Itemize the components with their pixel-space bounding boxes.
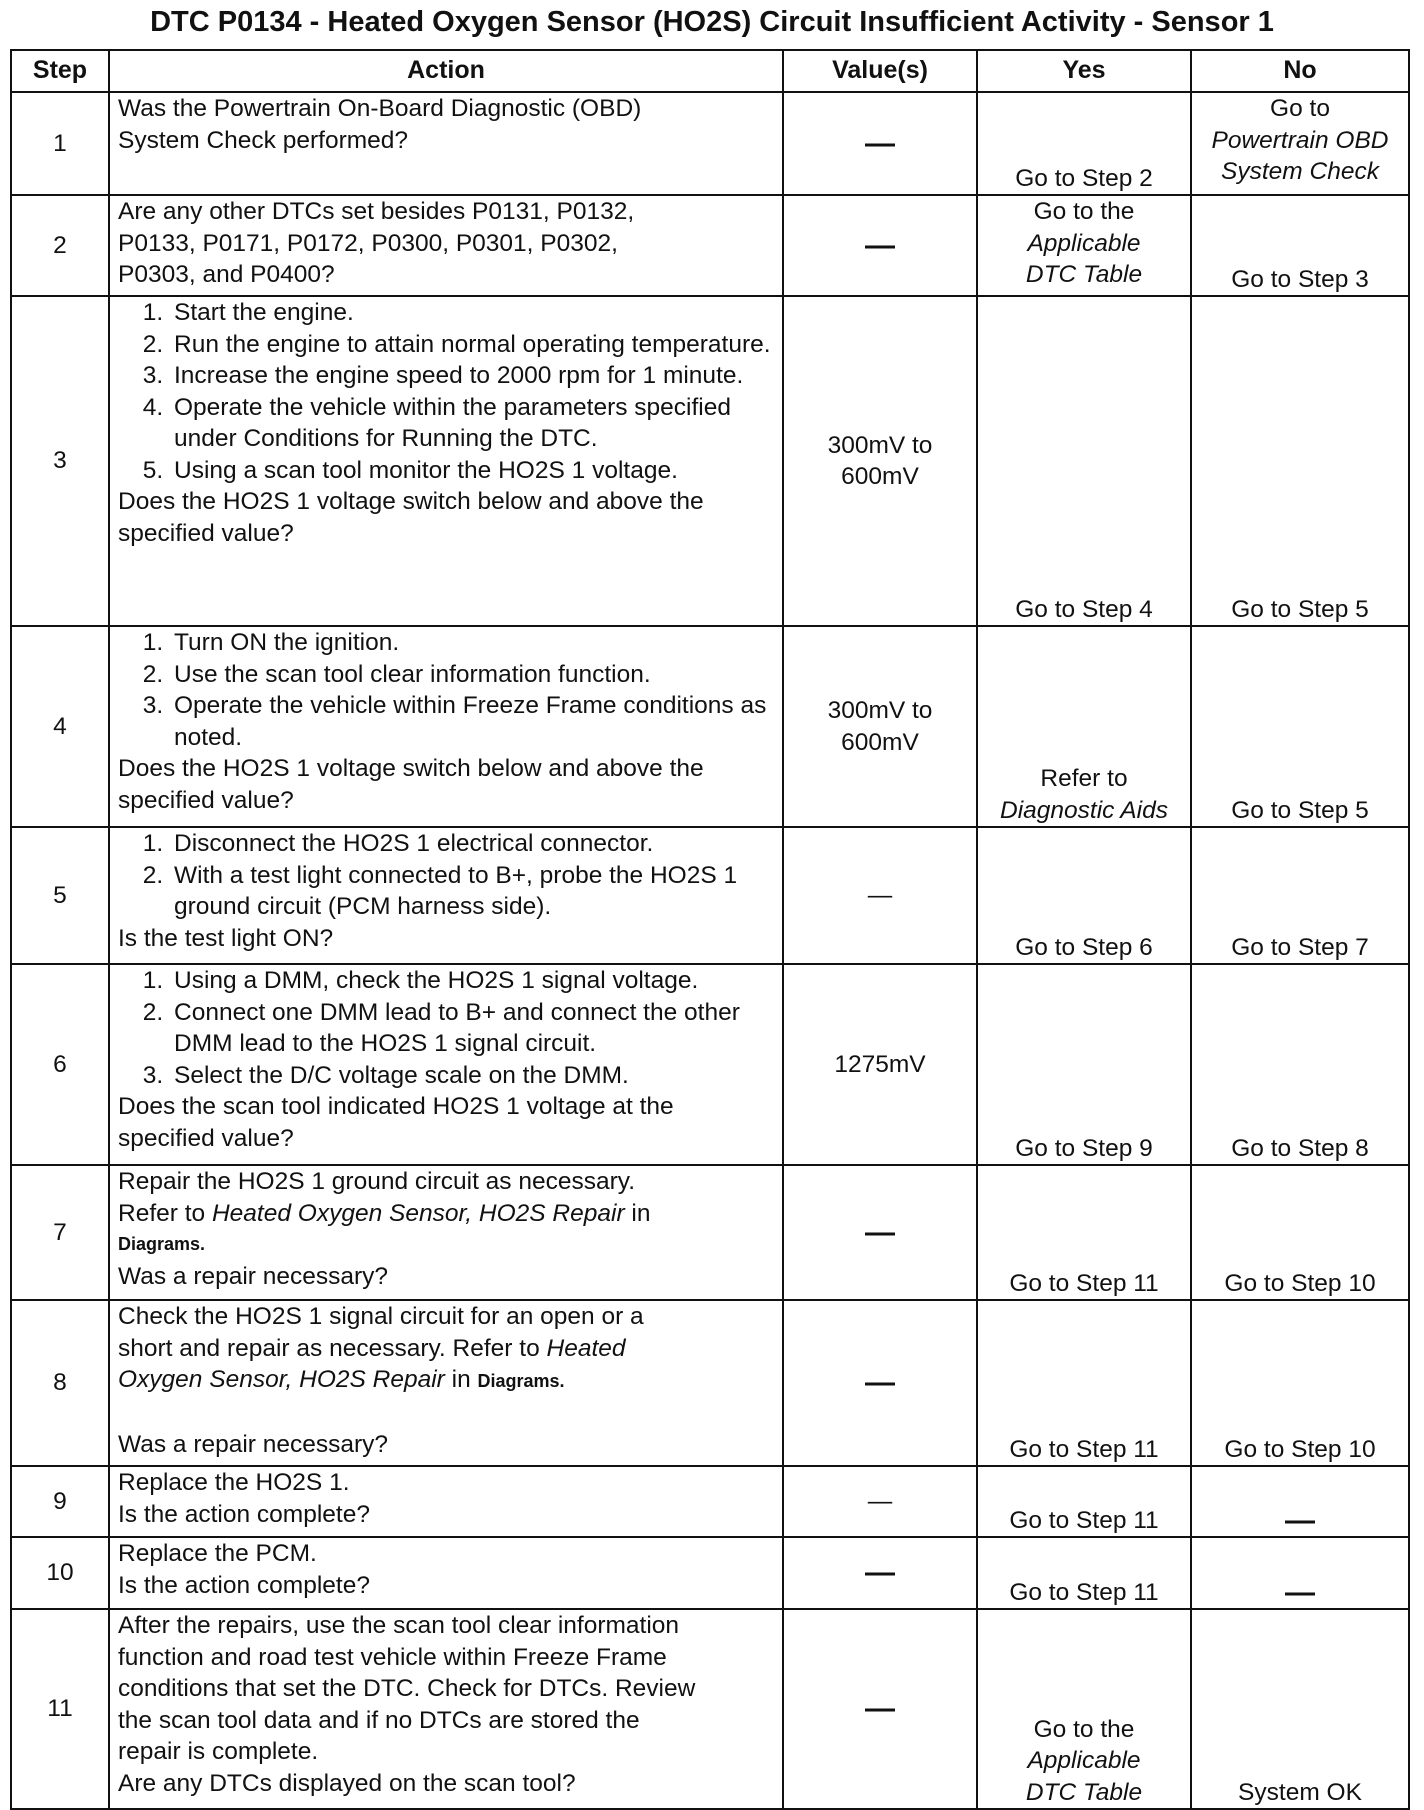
yes-cell <box>977 195 1191 296</box>
table-row <box>11 296 1409 626</box>
value-cell: — <box>783 1165 977 1300</box>
no-text: Go to <box>1270 95 1330 122</box>
table-row <box>11 1537 1409 1609</box>
yes-cell <box>977 1609 1191 1809</box>
step-number: 11 <box>11 1609 109 1809</box>
action-text: Was the Powertrain On-Board Diagnostic (OBD) <box>118 95 642 122</box>
yes-cell: Go to Step 6 <box>977 827 1191 964</box>
value-text: 300mV to <box>827 431 933 459</box>
action-text: Are any other DTCs set besides P0131, P0132, <box>118 198 635 225</box>
value-cell: 1275mV <box>783 964 977 1165</box>
no-cell: Go to Step 10 <box>1191 1300 1409 1466</box>
action-question: Are any DTCs displayed on the scan tool? <box>118 1769 576 1797</box>
column-header-values: Value(s) <box>783 50 977 92</box>
action-cell <box>109 1300 783 1466</box>
yes-cell: Go to Step 9 <box>977 964 1191 1165</box>
table-row <box>11 626 1409 827</box>
yes-text: Go to the <box>1033 198 1135 225</box>
yes-link-text: Diagnostic Aids <box>1000 796 1168 824</box>
action-text: repair is complete. <box>118 1738 319 1765</box>
action-step: 3. Increase the engine speed to 2000 rpm for 1 minute. <box>170 360 774 392</box>
table-row <box>11 1609 1409 1809</box>
spacer <box>118 1398 774 1429</box>
column-header-no: No <box>1191 50 1409 92</box>
no-link-text: Powertrain OBD <box>1211 126 1389 154</box>
action-cell <box>109 92 783 195</box>
action-question: Is the action complete? <box>118 1571 370 1599</box>
repair-reference: Heated Oxygen Sensor, HO2S Repair <box>211 1199 625 1227</box>
action-step: 1. Using a DMM, check the HO2S 1 signal voltage. <box>170 965 774 997</box>
action-text-line <box>118 1198 774 1230</box>
value-text: 300mV to <box>827 697 933 724</box>
action-step: 5. Using a scan tool monitor the HO2S 1 voltage. <box>170 455 774 487</box>
action-text: Replace the HO2S 1. <box>118 1469 350 1496</box>
column-header-step: Step <box>11 50 109 92</box>
value-cell: — <box>783 195 977 296</box>
action-question: Is the action complete? <box>118 1500 370 1528</box>
action-text: the scan tool data and if no DTCs are stored the <box>118 1706 640 1734</box>
action-text: Refer to <box>118 1199 212 1227</box>
column-header-yes: Yes <box>977 50 1191 92</box>
yes-link-text: DTC Table <box>1025 261 1143 288</box>
yes-cell <box>977 626 1191 827</box>
action-text: Repair the HO2S 1 ground circuit as necessary. <box>118 1168 636 1195</box>
step-number: 4 <box>11 626 109 827</box>
column-header-action: Action <box>109 50 783 92</box>
action-text: P0303, and P0400? <box>118 261 335 288</box>
value-cell: — <box>783 827 977 964</box>
action-question: Was a repair necessary? <box>118 1262 389 1290</box>
diagrams-reference: Diagrams. <box>477 1371 565 1391</box>
value-text: 600mV <box>841 463 919 490</box>
action-cell <box>109 1537 783 1609</box>
action-text: Check the HO2S 1 signal circuit for an open or a <box>118 1303 644 1330</box>
repair-reference: Heated <box>546 1334 626 1362</box>
action-question: Does the HO2S 1 voltage switch below and above the specified value? <box>118 488 704 547</box>
value-cell <box>783 296 977 626</box>
step-number: 6 <box>11 964 109 1165</box>
value-cell: — <box>783 92 977 195</box>
yes-cell: Go to Step 11 <box>977 1300 1191 1466</box>
action-text: short and repair as necessary. Refer to <box>118 1334 547 1362</box>
no-cell: — <box>1191 1537 1409 1609</box>
value-cell: — <box>783 1300 977 1466</box>
yes-link-text: Applicable <box>1027 229 1141 257</box>
action-cell <box>109 195 783 296</box>
action-text: conditions that set the DTC. Check for DTCs. Review <box>118 1675 696 1702</box>
action-text: System Check performed? <box>118 126 409 154</box>
value-text: 600mV <box>841 728 919 756</box>
action-text: in <box>444 1366 478 1393</box>
yes-cell: Go to Step 11 <box>977 1537 1191 1609</box>
yes-cell: Go to Step 11 <box>977 1165 1191 1300</box>
table-row <box>11 964 1409 1165</box>
action-steps-list <box>118 627 774 753</box>
no-cell: Go to Step 7 <box>1191 827 1409 964</box>
action-cell <box>109 1165 783 1300</box>
step-number: 7 <box>11 1165 109 1300</box>
action-question: Does the HO2S 1 voltage switch below and above the specified value? <box>118 755 704 814</box>
value-cell: — <box>783 1609 977 1809</box>
table-row <box>11 1466 1409 1537</box>
no-cell: System OK <box>1191 1609 1409 1809</box>
action-text-line <box>118 1364 774 1398</box>
action-text-line <box>118 1333 774 1365</box>
value-cell: — <box>783 1466 977 1537</box>
yes-text: Go to the <box>1033 1715 1135 1743</box>
table-header-row <box>11 50 1409 92</box>
action-question: Does the scan tool indicated HO2S 1 voltage at the specified value? <box>118 1093 674 1152</box>
action-steps-list <box>118 828 774 923</box>
action-step: 1. Disconnect the HO2S 1 electrical connector. <box>170 828 774 860</box>
diagrams-reference: Diagrams. <box>118 1234 206 1254</box>
action-step: 3. Operate the vehicle within Freeze Frame conditions as noted. <box>170 690 774 753</box>
action-step: 2. Run the engine to attain normal operating temperature. <box>170 329 774 361</box>
step-number: 2 <box>11 195 109 296</box>
action-question: Is the test light ON? <box>118 924 334 952</box>
no-link-text: System Check <box>1221 158 1379 185</box>
table-row <box>11 1300 1409 1466</box>
yes-link-text: Applicable <box>1027 1747 1141 1774</box>
action-cell <box>109 296 783 626</box>
yes-link-text: DTC Table <box>1025 1778 1143 1806</box>
no-cell <box>1191 92 1409 195</box>
value-cell: — <box>783 1537 977 1609</box>
no-cell: Go to Step 10 <box>1191 1165 1409 1300</box>
step-number: 5 <box>11 827 109 964</box>
step-number: 10 <box>11 1537 109 1609</box>
action-step: 2. Connect one DMM lead to B+ and connect the other DMM lead to the HO2S 1 signal circuit. <box>170 997 774 1060</box>
no-cell: Go to Step 5 <box>1191 626 1409 827</box>
action-steps-list <box>118 297 774 486</box>
value-cell <box>783 626 977 827</box>
no-cell: Go to Step 3 <box>1191 195 1409 296</box>
action-step: 2. Use the scan tool clear information function. <box>170 659 774 691</box>
yes-text: Refer to <box>1040 765 1128 792</box>
table-row <box>11 92 1409 195</box>
action-cell <box>109 626 783 827</box>
action-question: Was a repair necessary? <box>118 1430 389 1458</box>
action-cell <box>109 827 783 964</box>
step-number: 8 <box>11 1300 109 1466</box>
action-cell <box>109 1466 783 1537</box>
action-text: Replace the PCM. <box>118 1540 317 1567</box>
action-step: 1. Turn ON the ignition. <box>170 627 774 659</box>
action-cell <box>109 1609 783 1809</box>
step-number: 1 <box>11 92 109 195</box>
no-cell: Go to Step 8 <box>1191 964 1409 1165</box>
action-text: function and road test vehicle within Freeze Frame <box>118 1643 667 1671</box>
yes-cell: Go to Step 4 <box>977 296 1191 626</box>
yes-cell: Go to Step 2 <box>977 92 1191 195</box>
table-row <box>11 1165 1409 1300</box>
dtc-table <box>10 49 1410 1810</box>
table-row <box>11 195 1409 296</box>
action-step: 3. Select the D/C voltage scale on the DMM. <box>170 1060 774 1092</box>
table-row <box>11 827 1409 964</box>
action-step: 2. With a test light connected to B+, probe the HO2S 1 ground circuit (PCM harness side). <box>170 860 774 923</box>
yes-cell: Go to Step 11 <box>977 1466 1191 1537</box>
action-text: P0133, P0171, P0172, P0300, P0301, P0302, <box>118 229 618 257</box>
action-step: 1. Start the engine. <box>170 297 774 329</box>
no-cell: — <box>1191 1466 1409 1537</box>
action-step: 4. Operate the vehicle within the parameters specified under Conditions for Running the DTC. <box>170 392 774 455</box>
repair-reference: Oxygen Sensor, HO2S Repair <box>118 1366 445 1393</box>
page-title: DTC P0134 - Heated Oxygen Sensor (HO2S) Circuit Insufficient Activity - Sensor 1 <box>150 6 1274 38</box>
action-steps-list <box>118 965 774 1091</box>
step-number: 9 <box>11 1466 109 1537</box>
step-number: 3 <box>11 296 109 626</box>
no-cell: Go to Step 5 <box>1191 296 1409 626</box>
action-text: in <box>624 1199 651 1227</box>
action-text: After the repairs, use the scan tool clear information <box>118 1612 680 1639</box>
action-cell <box>109 964 783 1165</box>
